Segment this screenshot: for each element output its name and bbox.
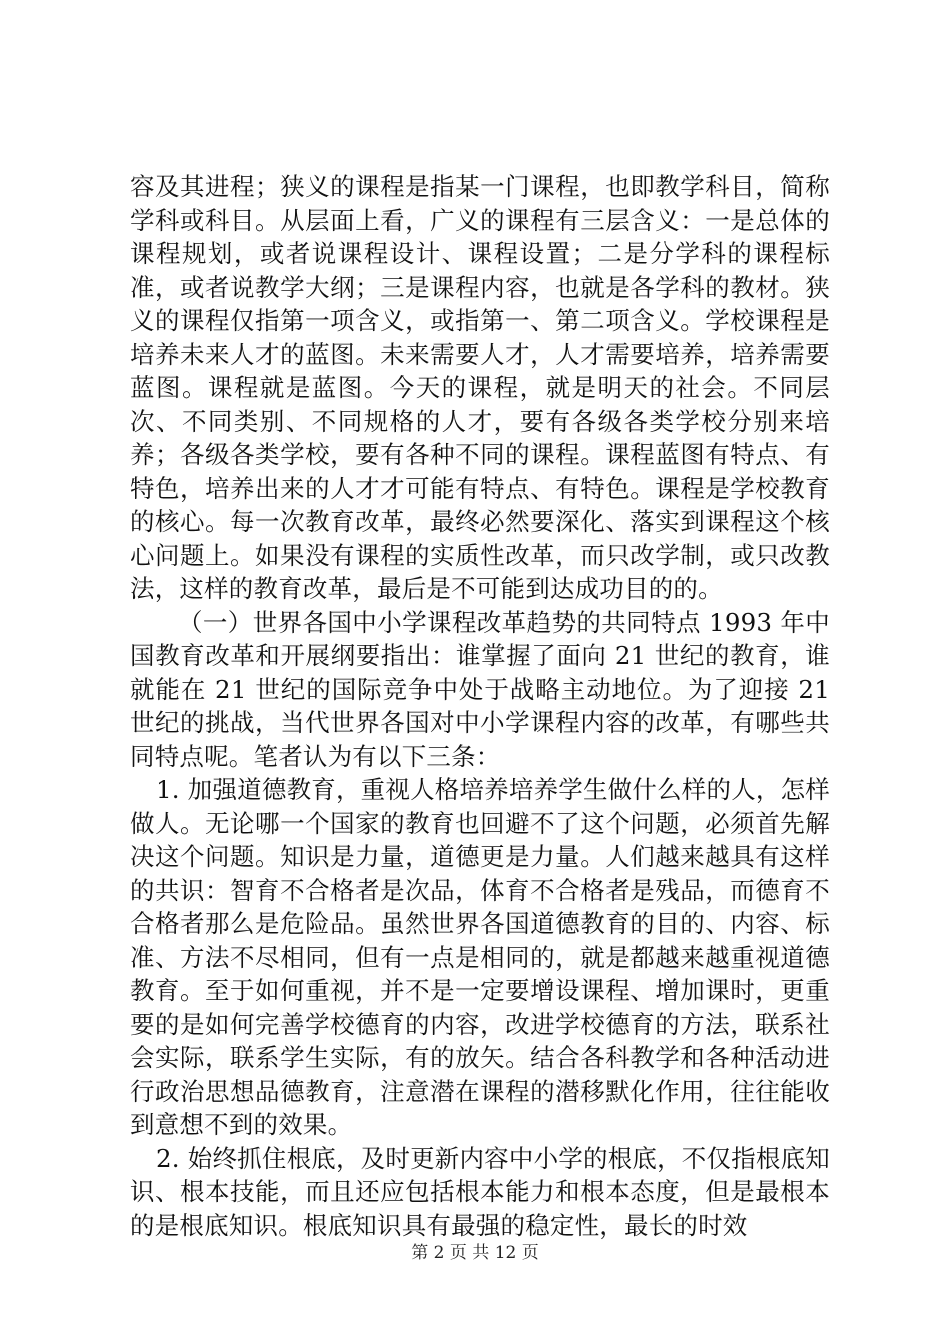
paragraph-section-heading-trends: （一）世界各国中小学课程改革趋势的共同特点 1993 年中国教育改革和开展纲要指出：谁掌握了面向 21 世纪的教育，谁就能在 21 世纪的国际竞争中处于战略主动地位。为了迎接 21 世纪的挑战，当代世界各国对中小学课程内容的改革，有哪些共同特点呢。笔者认为有以下三条：	[130, 607, 830, 771]
paragraph-point-fundamentals: 2. 始终抓住根底，及时更新内容中小学的根底，不仅指根底知识、根本技能，而且还应包括根本能力和根本态度，但是最根本的是根底知识。根底知识具有最强的稳定性，最长的时效	[130, 1143, 830, 1240]
document-body	[130, 170, 830, 1242]
paragraph-course-definition: 容及其进程；狭义的课程是指某一门课程，也即教学科目，简称学科或科目。从层面上看，广义的课程有三层含义：一是总体的课程规划，或者说课程设计、课程设置；二是分学科的课程标准，或者说教学大纲；三是课程内容，也就是各学科的教材。狭义的课程仅指第一项含义，或指第一、第二项含义。学校课程是培养未来人才的蓝图。未来需要人才，人才需要培养，培养需要蓝图。课程就是蓝图。今天的课程，就是明天的社会。不同层次、不同类别、不同规格的人才，要有各级各类学校分别来培养；各级各类学校，要有各种不同的课程。课程蓝图有特点、有特色，培养出来的人才才可能有特点、有特色。课程是学校教育的核心。每一次教育改革，最终必然要深化、落实到课程这个核心问题上。如果没有课程的实质性改革，而只改学制，或只改教法，这样的教育改革，最后是不可能到达成功目的的。	[130, 172, 830, 603]
page-number-footer: 第 2 页 共 12 页	[411, 1243, 539, 1263]
paragraph-point-moral-education: 1. 加强道德教育，重视人格培养培养学生做什么样的人，怎样做人。无论哪一个国家的教育也回避不了这个问题，必须首先解决这个问题。知识是力量，道德更是力量。人们越来越具有这样的共识：智育不合格者是次品，体育不合格者是残品，而德育不合格者那么是危险品。虽然世界各国道德教育的目的、内容、标准、方法不尽相同，但有一点是相同的，就是都越来越重视道德教育。至于如何重视，并不是一定要增设课程、增加课时，更重要的是如何完善学校德育的内容，改进学校德育的方法，联系社会实际，联系学生实际，有的放矢。结合各科教学和各种活动进行政治思想品德教育，注意潜在课程的潜移默化作用，往往能收到意想不到的效果。	[130, 775, 830, 1139]
